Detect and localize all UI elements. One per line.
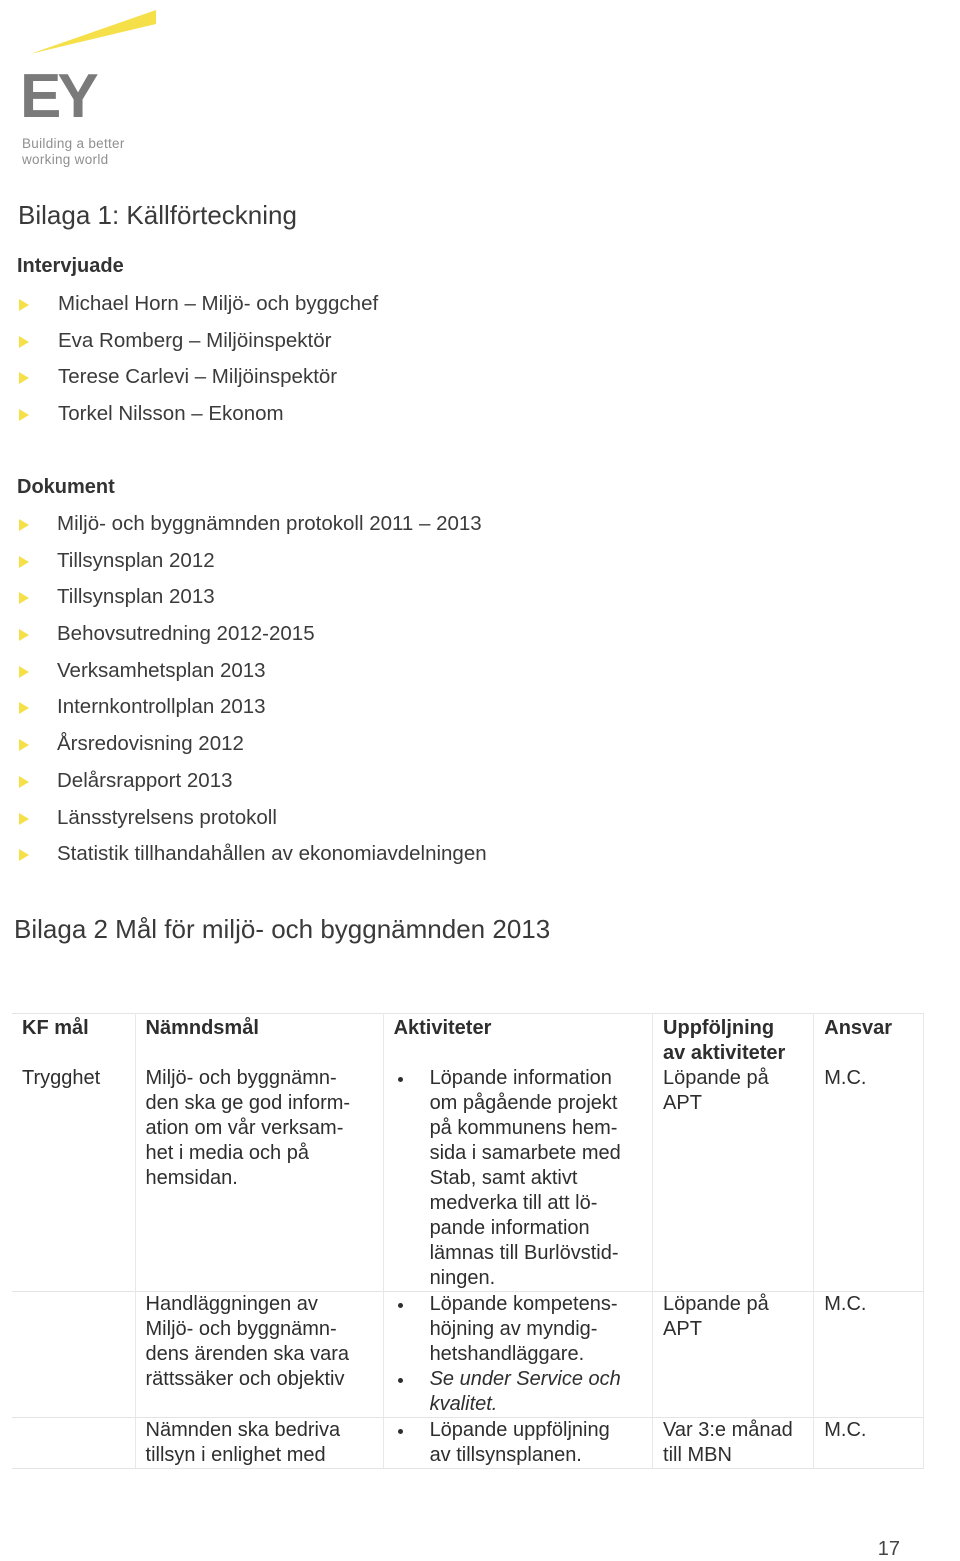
ey-logo bbox=[20, 8, 170, 168]
list-item bbox=[0, 364, 378, 401]
table-row bbox=[12, 1292, 924, 1418]
header-namndsmal: Nämndsmål bbox=[135, 1014, 383, 1067]
list-item bbox=[0, 805, 487, 842]
bullet-arrow-icon bbox=[19, 739, 29, 751]
bullet-arrow-icon bbox=[19, 702, 29, 714]
cell-namndsmal: Handläggningen av Miljö- och byggnämn- dens ärenden ska vara rättssäker och objektiv bbox=[135, 1292, 383, 1418]
cell-aktiviteter bbox=[383, 1292, 652, 1418]
bullet-dot-icon bbox=[398, 1077, 403, 1082]
page-number: 17 bbox=[877, 1538, 900, 1560]
goals-table bbox=[12, 1013, 924, 1469]
list-item bbox=[0, 401, 378, 438]
list-item-text: Tillsynsplan 2013 bbox=[57, 585, 215, 609]
table-row bbox=[12, 1066, 924, 1292]
bullet-dot-icon bbox=[398, 1429, 403, 1434]
list-item bbox=[0, 841, 487, 878]
bilaga1-title: Bilaga 1: Källförteckning bbox=[18, 200, 297, 230]
list-item bbox=[0, 731, 487, 768]
header-kf-mal: KF mål bbox=[12, 1014, 135, 1067]
bullet-arrow-icon bbox=[19, 849, 29, 861]
list-item-text: Behovsutredning 2012-2015 bbox=[57, 622, 315, 646]
cell-kf-mal: Trygghet bbox=[12, 1066, 135, 1292]
bilaga2-title: Bilaga 2 Mål för miljö- och byggnämnden 2013 bbox=[14, 914, 551, 944]
list-item-text: Terese Carlevi – Miljöinspektör bbox=[58, 365, 338, 389]
list-item-text: Michael Horn – Miljö- och byggchef bbox=[58, 292, 379, 315]
cell-kf-mal bbox=[12, 1418, 135, 1469]
cell-uppfoljning: Var 3:e månad till MBN bbox=[653, 1418, 814, 1469]
activity-item bbox=[394, 1367, 642, 1417]
table-row bbox=[12, 1418, 924, 1469]
cell-namndsmal: Nämnden ska bedriva tillsyn i enlighet med bbox=[135, 1418, 383, 1469]
list-item-text: Länsstyrelsens protokoll bbox=[57, 805, 277, 829]
activity-item bbox=[394, 1418, 642, 1468]
bullet-arrow-icon bbox=[19, 372, 29, 384]
cell-ansvar: M.C. bbox=[814, 1066, 924, 1292]
activity-text: Löpande uppföljning av tillsynsplanen. bbox=[429, 1419, 610, 1466]
logo-mark: EY bbox=[20, 62, 95, 131]
interviews-heading: Intervjuade bbox=[17, 255, 124, 277]
header-ansvar: Ansvar bbox=[814, 1014, 924, 1067]
interviews-list bbox=[0, 291, 378, 438]
list-item-text: Delårsrapport 2013 bbox=[57, 768, 233, 792]
logo-tagline-line2: working world bbox=[22, 152, 109, 167]
activity-text: Se under Service och kvalitet. bbox=[429, 1368, 621, 1415]
list-item-text: Miljö- och byggnämnden protokoll 2011 – 2013 bbox=[57, 512, 482, 535]
list-item bbox=[0, 328, 378, 365]
cell-uppfoljning: Löpande på APT bbox=[653, 1292, 814, 1418]
activity-item bbox=[394, 1066, 642, 1291]
bullet-dot-icon bbox=[398, 1303, 403, 1308]
bullet-arrow-icon bbox=[19, 776, 29, 788]
list-item bbox=[0, 658, 487, 695]
list-item-text: Årsredovisning 2012 bbox=[57, 732, 244, 756]
list-item bbox=[0, 694, 487, 731]
cell-ansvar: M.C. bbox=[814, 1292, 924, 1418]
list-item bbox=[0, 291, 378, 328]
bullet-arrow-icon bbox=[19, 556, 29, 568]
cell-aktiviteter bbox=[383, 1066, 652, 1292]
bullet-arrow-icon bbox=[19, 336, 29, 348]
logo-beam-icon bbox=[20, 8, 170, 68]
header-uppfoljning: Uppföljning av aktiviteter bbox=[653, 1014, 814, 1067]
bullet-arrow-icon bbox=[19, 299, 29, 311]
activity-text: Löpande kompetens- höjning av myndig- hetshandläggare. bbox=[429, 1293, 618, 1365]
list-item bbox=[0, 621, 487, 658]
list-item-text: Statistik tillhandahållen av ekonomiavdelningen bbox=[57, 842, 487, 866]
cell-kf-mal bbox=[12, 1292, 135, 1418]
bullet-arrow-icon bbox=[19, 409, 29, 421]
list-item-text: Torkel Nilsson – Ekonom bbox=[58, 402, 284, 426]
activity-item bbox=[394, 1292, 642, 1367]
list-item bbox=[0, 768, 487, 805]
list-item bbox=[0, 548, 487, 585]
cell-aktiviteter bbox=[383, 1418, 652, 1469]
documents-heading: Dokument bbox=[17, 476, 115, 498]
logo-tagline bbox=[22, 136, 162, 168]
bullet-dot-icon bbox=[398, 1378, 403, 1383]
list-item-text: Tillsynsplan 2012 bbox=[57, 548, 215, 572]
list-item-text: Internkontrollplan 2013 bbox=[57, 695, 266, 719]
bullet-arrow-icon bbox=[19, 592, 29, 604]
list-item bbox=[0, 511, 487, 548]
bullet-arrow-icon bbox=[19, 519, 29, 531]
bullet-arrow-icon bbox=[19, 629, 29, 641]
list-item bbox=[0, 584, 487, 621]
header-aktiviteter: Aktiviteter bbox=[383, 1014, 652, 1067]
bullet-arrow-icon bbox=[19, 666, 29, 678]
cell-uppfoljning: Löpande på APT bbox=[653, 1066, 814, 1292]
cell-ansvar: M.C. bbox=[814, 1418, 924, 1469]
documents-list bbox=[0, 511, 487, 878]
logo-tagline-line1: Building a better bbox=[22, 136, 125, 151]
list-item-text: Eva Romberg – Miljöinspektör bbox=[58, 328, 332, 352]
table-header-row bbox=[12, 1014, 924, 1067]
bullet-arrow-icon bbox=[19, 813, 29, 825]
activity-text: Löpande information om pågående projekt på kommunens hem- sida i samarbete med Stab, samt aktivt medverka till att lö- pande information lämnas till Burlövstid- ningen. bbox=[429, 1067, 621, 1289]
list-item-text: Verksamhetsplan 2013 bbox=[57, 658, 266, 682]
cell-namndsmal: Miljö- och byggnämn- den ska ge god inform- ation om vår verksam- het i media och på hemsidan. bbox=[135, 1066, 383, 1292]
